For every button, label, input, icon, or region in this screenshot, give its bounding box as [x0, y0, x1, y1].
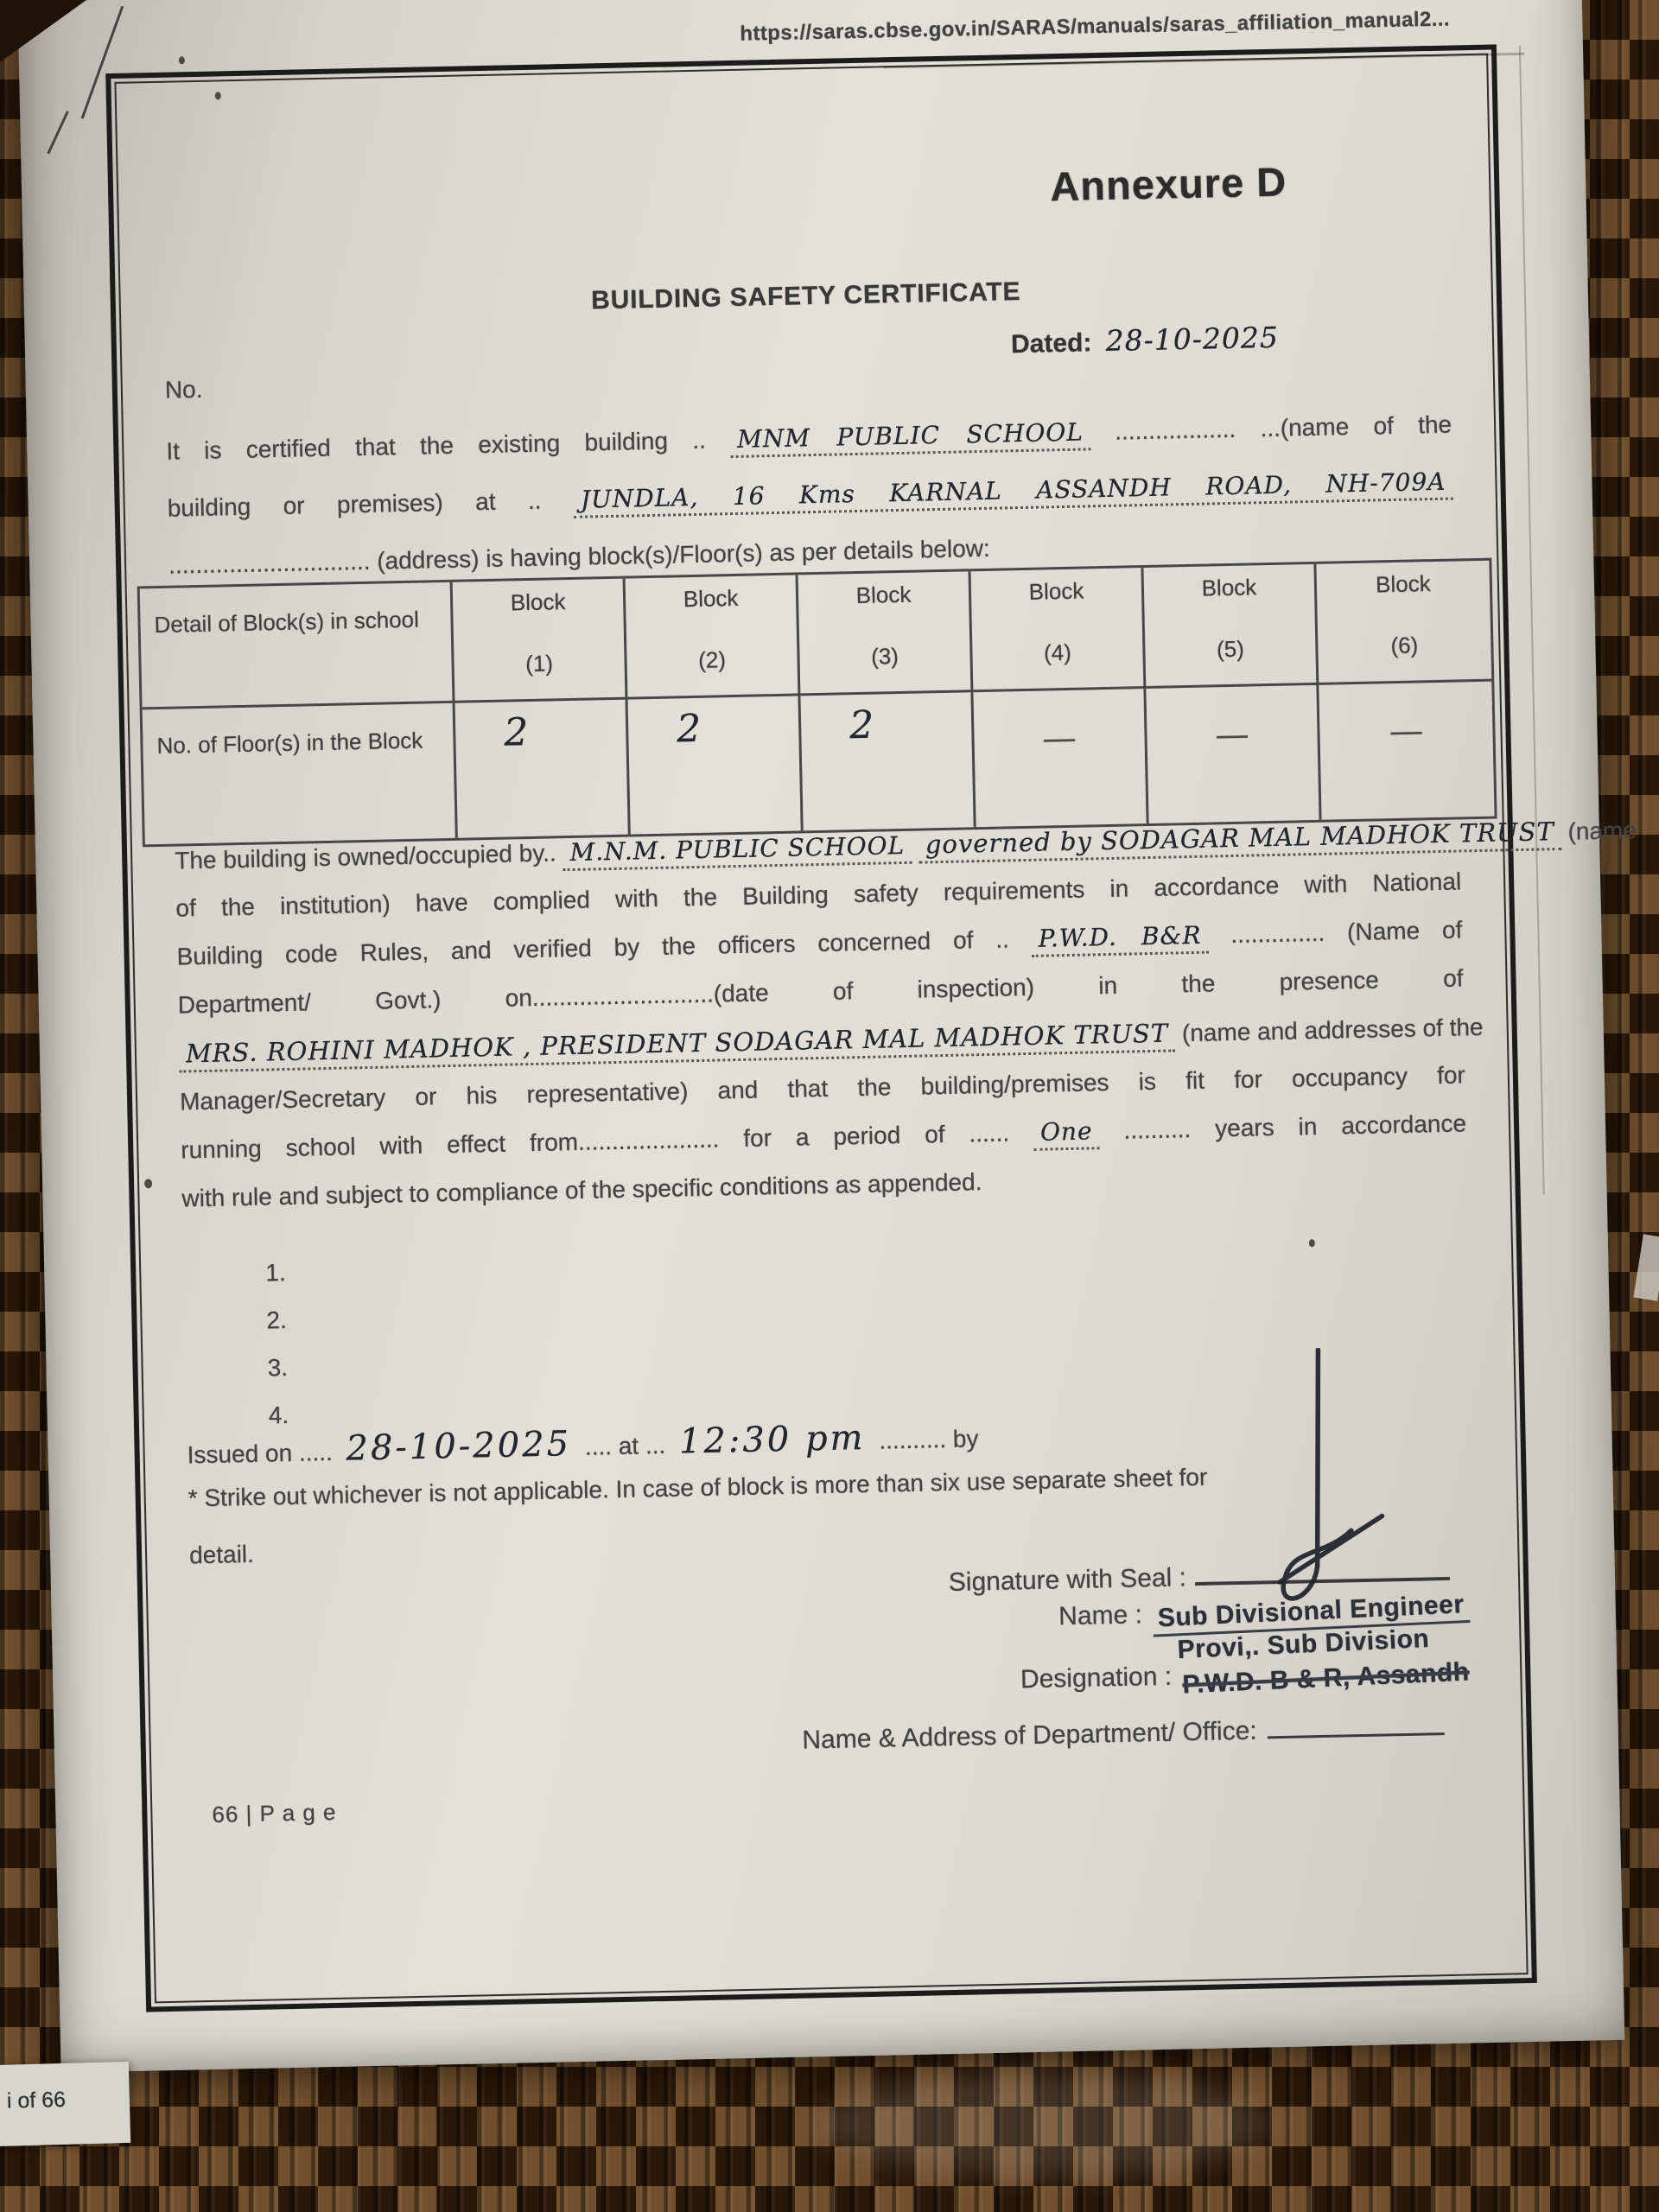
block-word: Block — [1028, 577, 1084, 605]
certificate-title: BUILDING SAFETY CERTIFICATE — [590, 276, 1021, 315]
table-header-cell — [970, 568, 1146, 692]
page-header-url: https://saras.cbse.gov.in/SARAS/manuals/saras_affiliation_manual2... — [740, 7, 1451, 46]
department-office-label: Name & Address of Department/ Office: — [802, 1716, 1258, 1755]
table-row-label: No. of Floor(s) in the Block — [143, 703, 458, 845]
stamp-office: P.W.D. B & R, Assandh — [1181, 1657, 1470, 1700]
table-value-cell — [1319, 682, 1494, 820]
handwritten-text: JUNDLA, 16 Kms KARNAL ASSANDH ROAD, NH-709A — [574, 467, 1453, 518]
printed-text: running school with effect from..................... for a period of ...... — [180, 1119, 1010, 1164]
pen-dot-mark — [179, 56, 185, 64]
designation-label: Designation : — [1020, 1662, 1173, 1694]
handwritten-floor-count: 2 — [676, 706, 702, 752]
printed-text: of the institution) have complied with the Building safety requirements in accordance with National — [175, 868, 1462, 922]
printed-text: Building code Rules, and verified by the officers concerned of .. — [176, 925, 1010, 970]
printed-text: building or premises) at .. — [167, 486, 542, 522]
table-corner-header: Detail of Block(s) in school — [140, 582, 455, 710]
printed-text: The building is owned/occupied by.. — [174, 839, 557, 874]
handwritten-text: governed by SODAGAR MAL MADHOK TRUST — [918, 817, 1562, 864]
printed-text: Issued on ..... — [187, 1438, 334, 1469]
block-number: (6) — [1390, 632, 1419, 659]
signature-line — [1194, 1551, 1450, 1586]
table-header-cell — [453, 579, 628, 703]
table-header-cell — [626, 575, 801, 699]
dated-value-handwritten: 28-10-2025 — [1105, 320, 1280, 358]
handwritten-text: M.N.M. PUBLIC SCHOOL — [563, 831, 912, 871]
handwritten-text: One — [1033, 1116, 1100, 1151]
table-value-cell — [628, 696, 804, 834]
underlying-sheet — [0, 2062, 130, 2146]
table-header-cell — [1143, 564, 1319, 689]
table-value-cell — [800, 692, 976, 830]
dash-value: — — [1390, 712, 1422, 749]
underlying-page-edge — [1519, 46, 1545, 1195]
sheet-page-indicator: i of 66 — [6, 2087, 67, 2113]
printed-text: .... at ... — [584, 1431, 666, 1460]
printed-text: Manager/Secretary or his representative) and that the building/premises is fit for occupancy for — [179, 1061, 1466, 1116]
block-number: (2) — [697, 646, 727, 673]
handwritten-floor-count: 2 — [849, 702, 875, 748]
note-line: * Strike out whichever is not applicable. In case of block is more than six use separate sheet for — [188, 1463, 1208, 1512]
printed-text: .......... years in accordance — [1123, 1109, 1467, 1144]
block-word: Block — [683, 584, 739, 613]
printed-text: .............. (Name of — [1230, 916, 1463, 949]
annexure-title: Annexure D — [1049, 158, 1287, 210]
printed-text: .......... by — [878, 1425, 979, 1454]
handwritten-text: MRS. ROHINI MADHOK , PRESIDENT SODAGAR MAL MADHOK TRUST — [179, 1018, 1176, 1072]
printed-text: It is certified that the existing building .. — [166, 426, 707, 465]
signature-with-seal-label: Signature with Seal : — [948, 1563, 1187, 1598]
list-item: 3. — [267, 1354, 289, 1382]
printed-text: .............................. (address) is having block(s)/Floor(s) as per details below: — [168, 534, 991, 579]
table-header-cell — [798, 571, 974, 696]
printed-text: .................. ...(name of the — [1114, 410, 1452, 445]
stamp-officer-name: Sub Divisional Engineer — [1152, 1590, 1470, 1637]
printed-text: (name — [1567, 817, 1637, 845]
page-number-footer: 66 | P a g e — [212, 1798, 337, 1827]
list-item: 1. — [264, 1259, 286, 1287]
table-value-cell — [973, 689, 1148, 827]
printed-text: (name and addresses of the — [1181, 1013, 1484, 1047]
handwritten-text: 12:30 pm — [678, 1418, 866, 1462]
dated-label: Dated: — [1010, 328, 1092, 359]
pen-dot-mark — [215, 92, 221, 99]
list-item: 2. — [266, 1306, 288, 1334]
block-number: (1) — [524, 650, 554, 677]
certificate-border-frame — [105, 44, 1637, 2012]
note-line: detail. — [188, 1540, 255, 1569]
pen-stroke-mark — [47, 111, 68, 154]
paper-scrap-edge — [1633, 1234, 1659, 1300]
block-number: (4) — [1043, 639, 1072, 666]
block-number: (3) — [870, 643, 899, 670]
stamp-division: Provi,. Sub Division — [1177, 1624, 1431, 1665]
table-value-cell — [455, 700, 631, 838]
signature-block — [189, 1529, 1480, 1807]
table-value-cell — [1146, 685, 1321, 823]
handwritten-signature — [1216, 1346, 1403, 1626]
printed-text: Department/ Govt.) on...........................(date of inspection) in the presence of — [177, 964, 1464, 1019]
handwritten-text: P.W.D. B&R — [1031, 921, 1209, 957]
handwritten-text: MNM PUBLIC SCHOOL — [730, 417, 1091, 458]
pen-dot-mark — [1309, 1239, 1315, 1247]
blocks-table — [137, 558, 1497, 848]
certificate-number-label: No. — [164, 375, 203, 404]
document-paper — [17, 0, 1637, 2073]
block-word: Block — [855, 581, 912, 609]
dash-value: — — [1043, 719, 1076, 756]
block-word: Block — [1201, 574, 1257, 601]
printed-text: with rule and subject to compliance of the specific conditions as appended. — [181, 1168, 982, 1212]
department-office-line — [1267, 1708, 1445, 1738]
light-reflection — [821, 2072, 1270, 2176]
list-item: 4. — [268, 1402, 289, 1429]
name-label: Name : — [1058, 1600, 1143, 1631]
table-header-cell — [1316, 561, 1491, 685]
main-paragraph — [174, 809, 1637, 1223]
block-word: Block — [1375, 570, 1431, 598]
block-word: Block — [510, 588, 566, 616]
dash-value: — — [1216, 715, 1249, 753]
pen-dot-mark — [144, 1179, 152, 1188]
handwritten-floor-count: 2 — [503, 710, 530, 755]
handwritten-text: 28-10-2025 — [346, 1424, 572, 1469]
block-number: (5) — [1216, 635, 1245, 663]
